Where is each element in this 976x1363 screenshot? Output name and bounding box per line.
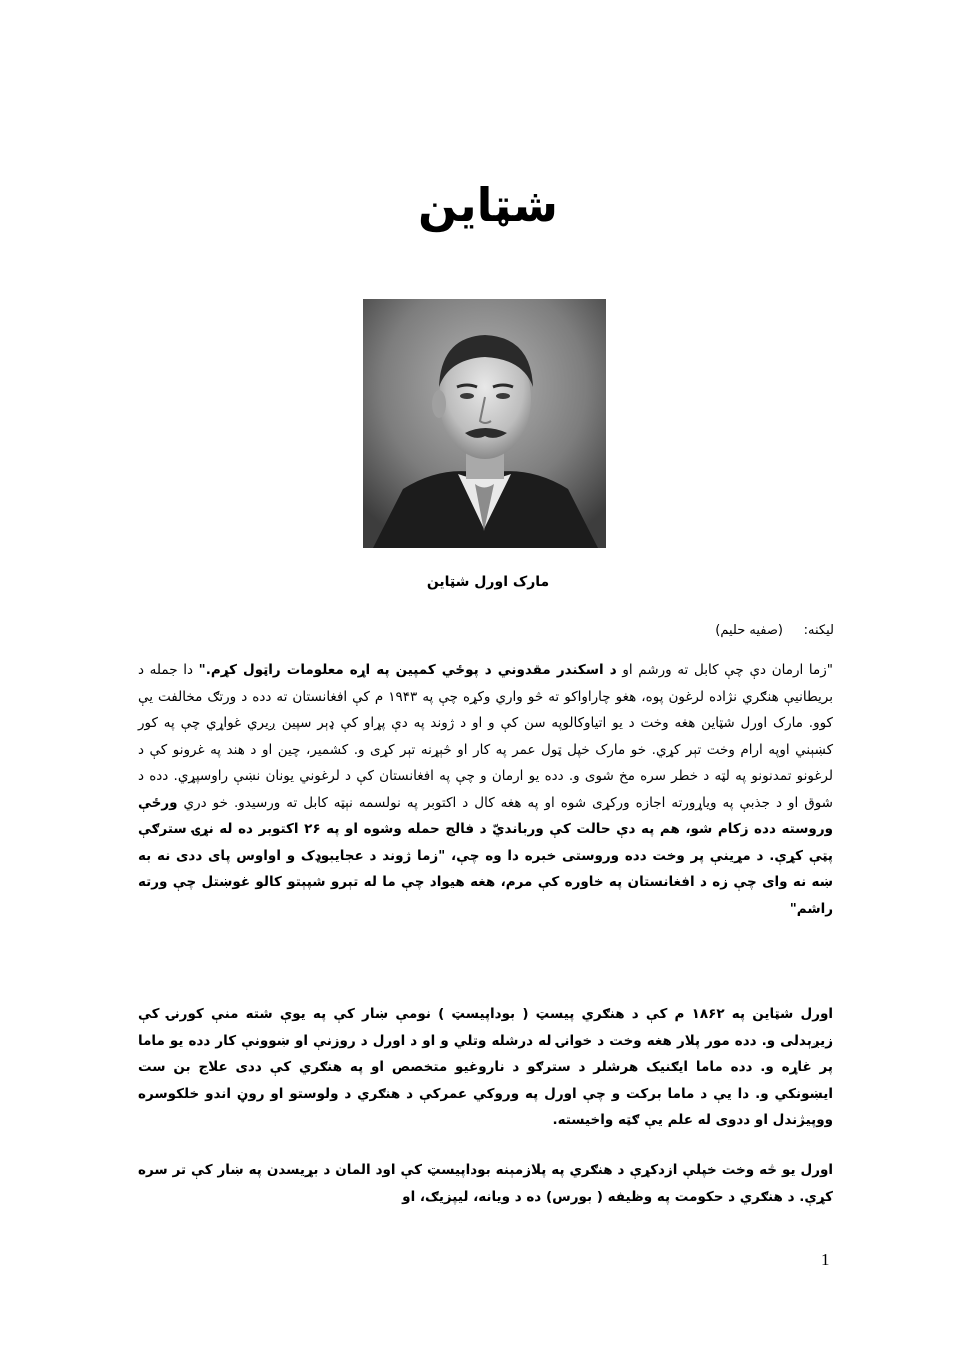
paragraph-intro (138, 657, 833, 922)
paragraph-intro-bold-ending: ورځې وروسته دده زکام شو، هم په دې حالت کې وربانديّ د فالج حمله وشوه او په ۲۶ اکتوبر ده له نړۍ سترګې پټې کړې. د مړینې پر وخت دده وروستی خبره دا وه چې، "زما ژوند د عجایبوډک و اواوس پای ددی نه به ښه نه وای چې زه د افغانستان په خاوره کې مرم، هغه هیواد چې ما له تېرو شپېتو کالو غوښتل چې ورته راشم" (138, 794, 833, 917)
paragraph-intro-quote: "زما ارمان دې چې کابل ته ورشم او (616, 662, 833, 678)
photo-caption: مارک اورل شټاین (426, 574, 550, 590)
page-number: 1 (821, 1250, 830, 1269)
author-line (234, 618, 834, 644)
author-label: لیکنه: (803, 623, 834, 638)
portrait-photo (363, 299, 606, 548)
paragraph-intro-bold-quote: د اسکندر مقدوني د پوځي کمپین په اړه معلومات راټول کړم." (198, 662, 617, 678)
portrait-illustration (363, 299, 606, 548)
paragraph-intro-body: دا جمله د بریطانیې هنګري نژاده لرغون پوه، هغو چاراواکو ته څو واري وکړه چې په ۱۹۴۳ م کې افغانستان ته دده د ورتګ مخالفت یې کوو. مارک اورل شټاین هغه وخت د یو اتیاوکالوپه سن کې و او د ژوند په دې پړاو کې ډېر سپین ږیري غواړي چې په کور کښېني اوپه ارام وخت تېر کړي. خو مارک خپل ټول عمر په کار او څېړنه تېر کړی و. کشمیر، چین او د هند په غرونو کې د لرغونو تمدنونو په لټه د خطر سره مخ شوی و. دده یو ارمان و چې په افغانستان کې د لرغوني یونان نښې راوسپړي. دده د شوق او د جذبې په وياړورته اجازه ورکړی شوه او په هغه کال د اکتوبر په نولسمه نېټه کابل ته ورسیدو. خو دري (138, 662, 834, 811)
author-name: (صفیه حلیم) (715, 623, 783, 638)
paragraph-education: اورل یو څه وخت خپلې ازدکړې د هنګري په پلازمېنه بوداپیسټ کې اود المان د بړیسدن په ښار کې تر سره کړې. د هنګري د حکومت په وظیفه ( بورس) ده د ویانه، لیپزیګ، او (138, 1162, 833, 1205)
page-title: شټاین (418, 178, 558, 232)
paragraph-biography: اورل شټاین په ۱۸۶۲ م کې د هنګري پیسټ ( بوداپیسټ ) نومې ښار کې په یوې شته منې کورنۍ کې زیږېدلی و. دده مور پلار هغه وخت د خوانۍ له درشله وتلي و او د اورل د روزنې او ښوونې کار دده یو ماما پر غاړه و. دده ماما ایګنیک هرشلر د سترګو د ناروغیو متخصص او په هنګري کې ددی علاج بن ست ایښونکي و. دا یې د ماما برکت و چې اورل په وروکي عمرکې د هنګري د ولوستو او روڼ اندو خلکوسره ووپیژندل او ددوی له علم یې ګټه واخیسته. (138, 1006, 833, 1128)
